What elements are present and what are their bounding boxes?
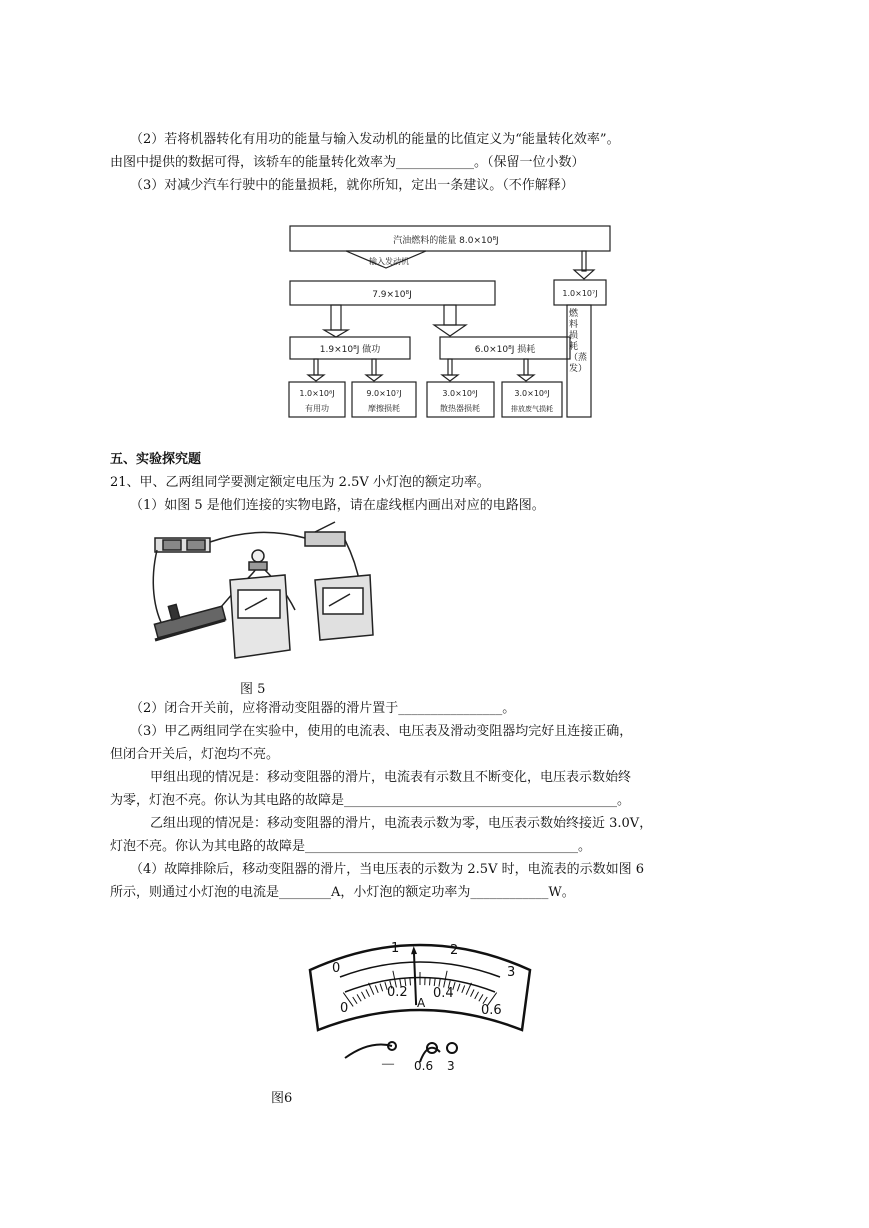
flow-friction-label: 摩擦损耗 (368, 404, 400, 413)
dial-tick (434, 978, 435, 986)
figure6-caption: 图6 (271, 1091, 293, 1106)
q21-jia-line1: 甲组出现的情况是：移动变阻器的滑片，电流表有示数且不断变化，电压表示数始终 (150, 770, 632, 785)
lower-label-2: 0.4 (433, 986, 454, 1001)
figure5-caption: 图 5 (240, 682, 266, 697)
unit-label: A (417, 996, 426, 1010)
dial-tick (369, 983, 374, 995)
flow-loss-box: 6.0×10⁸J 损耗 (474, 345, 536, 355)
dial-tick (366, 989, 370, 996)
flow-friction-value: 9.0×10⁷J (366, 389, 402, 398)
flow-work-box: 1.9×10⁸J 做功 (319, 345, 381, 355)
q21-part3-line2: 但闭合开关后，灯泡均不亮。 (110, 747, 280, 762)
flow-input-label: 输入发动机 (369, 257, 409, 266)
terminal-06: 0.6 (414, 1059, 434, 1073)
ammeter-needle (411, 946, 417, 1005)
dial-tick (380, 984, 383, 992)
q21-part3-line1: （3）甲乙两组同学在实验中，使用的电流表、电压表及滑动变阻器均完好且连接正确， (130, 724, 633, 739)
terminal-neg: － (380, 1055, 397, 1074)
q20-part2-line2: 由图中提供的数据可得，该轿车的能量转化效率为____________。（保留一位小数） (110, 155, 585, 170)
q21-part1: （1）如图 5 是他们连接的实物电路，请在虚线框内画出对应的电路图。 (130, 498, 545, 513)
dial-tick (375, 985, 378, 992)
q21-stem: 21、甲、乙两组同学要测定额定电压为 2.5V 小灯泡的额定功率。 (110, 475, 490, 490)
q21-part4-line2: 所示，则通过小灯泡的电流是________A，小灯泡的额定功率为____________W。 (110, 885, 575, 900)
dial-tick (357, 994, 361, 1001)
flow-radiator-value: 3.0×10⁸J (442, 389, 478, 398)
dial-tick (479, 994, 483, 1001)
lower-label-3: 0.6 (481, 1003, 502, 1018)
dial-tick (466, 983, 471, 995)
circuit-photo-figure (145, 520, 380, 670)
flow-fuel-loss-value: 1.0×10⁷J (562, 289, 598, 298)
q21-jia-line2: 为零，灯泡不亮。你认为其电路的故障是__________________________________________。 (110, 793, 631, 808)
upper-label-2: 2 (450, 943, 459, 958)
q20-part2-line1: （2）若将机器转化有用功的能量与输入发动机的能量的比值定义为“能量转化效率”。 (130, 132, 620, 147)
flow-exhaust-value: 3.0×10⁸J (514, 389, 550, 398)
q21-part4-line1: （4）故障排除后，移动变阻器的滑片，当电压表的示数为 2.5V 时，电流表的示数如图 6 (130, 862, 645, 877)
dial-tick (457, 984, 460, 992)
flow-engine-box: 7.9×10⁸J (372, 290, 412, 300)
dial-tick (462, 985, 465, 992)
flow-top-box: 汽油燃料的能量 8.0×10⁸J (393, 236, 499, 246)
q20-part3: （3）对减少汽车行驶中的能量损耗，就你所知，定出一条建议。（不作解释） (130, 178, 574, 193)
lower-label-0: 0 (340, 1001, 349, 1016)
ammeter-dial (300, 930, 540, 1080)
dial-tick (410, 977, 411, 985)
flow-fuel-loss-text: 燃料损耗（蒸发） (569, 309, 588, 374)
flow-exhaust-label: 排放废气损耗 (511, 405, 553, 413)
terminal-3: 3 (447, 1059, 455, 1073)
upper-label-0: 0 (332, 961, 341, 976)
q21-part2: （2）闭合开关前，应将滑动变阻器的滑片置于________________。 (130, 701, 516, 716)
flow-useful-label: 有用功 (305, 404, 329, 413)
dial-tick (471, 989, 475, 996)
dial-tick (475, 992, 479, 999)
q21-yi-line1: 乙组出现的情况是：移动变阻器的滑片，电流表示数为零，电压表示数始终接近 3.0V， (150, 816, 653, 831)
dial-tick (429, 977, 430, 985)
lower-label-1: 0.2 (387, 985, 408, 1000)
flow-useful-value: 1.0×10⁸J (299, 389, 335, 398)
upper-label-3: 3 (507, 965, 516, 980)
dial-tick (361, 992, 365, 999)
q21-yi-line2: 灯泡不亮。你认为其电路的故障是__________________________________________。 (110, 839, 592, 854)
flow-radiator-label: 散热器损耗 (440, 404, 480, 413)
upper-label-1: 1 (391, 941, 400, 956)
dial-tick (353, 997, 357, 1004)
section-title: 五、实验探究题 (110, 452, 202, 467)
